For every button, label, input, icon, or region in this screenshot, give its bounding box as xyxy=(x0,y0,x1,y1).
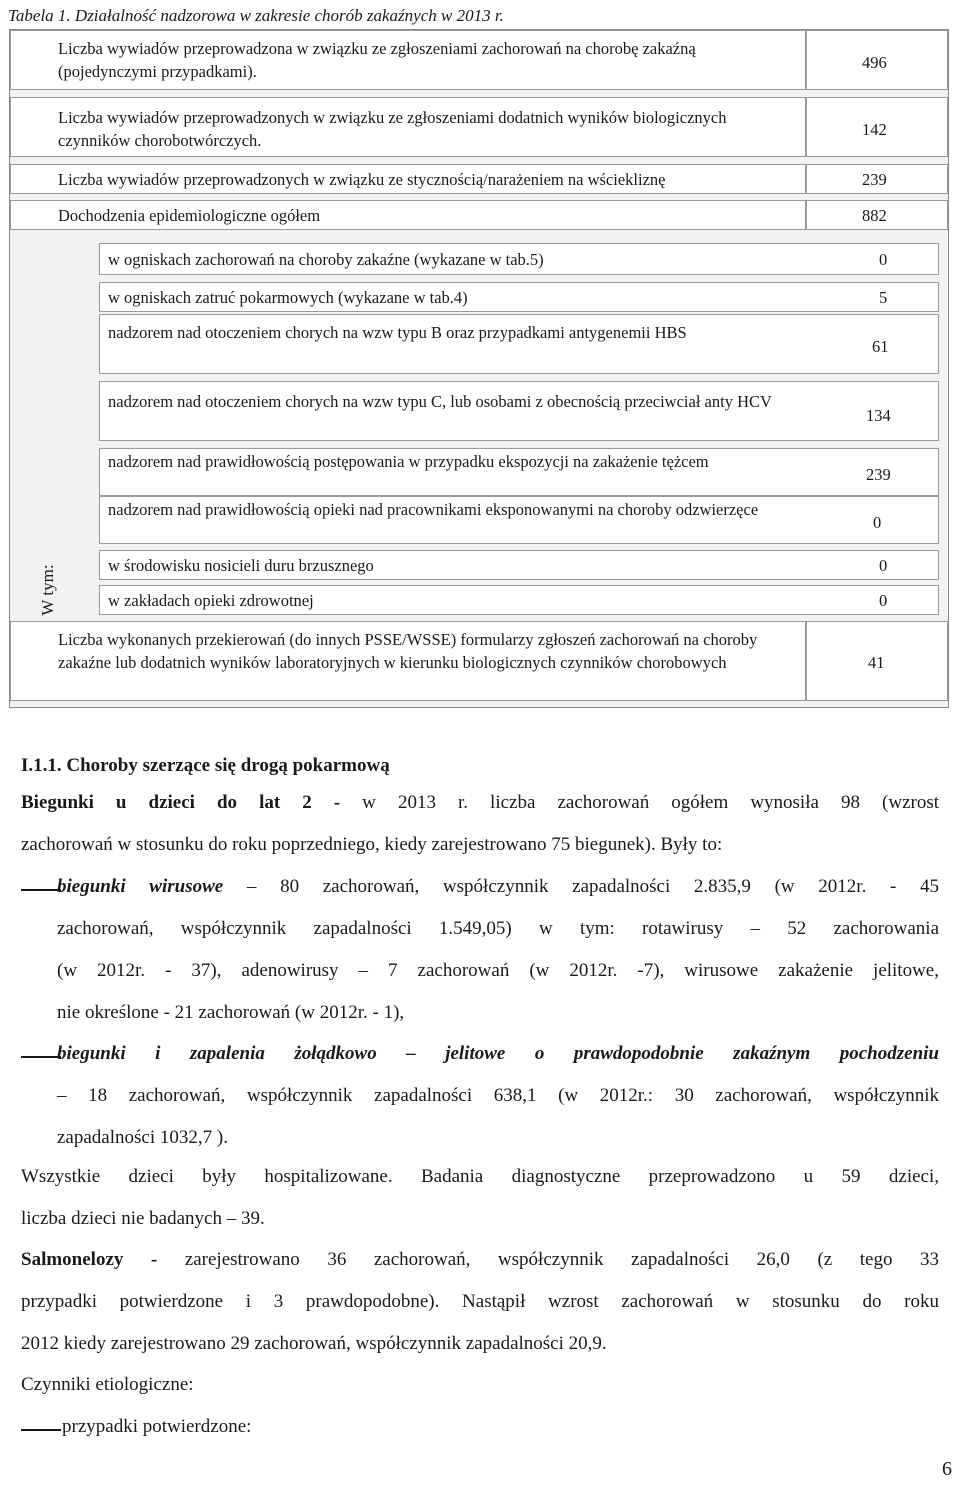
row-text: nadzorem nad prawidłowością postępowania w przypadku ekspozycji na zakażenie tężcem xyxy=(108,452,709,471)
row-text: Liczba wywiadów przeprowadzona w związku ze zgłoszeniami zachorowań na chorobę zakaźną (pojedynczymi przypadkami). xyxy=(58,39,696,81)
row-value: 41 xyxy=(868,653,885,672)
paragraph-etiology: Czynniki etiologiczne: xyxy=(21,1374,194,1395)
row-value: 5 xyxy=(879,288,888,307)
paragraph-hospitalized-line2: liczba dzieci nie badanych – 39. xyxy=(21,1208,265,1229)
text-fragment: zarejestrowano 36 zachorowań, współczynnik zapadalności 26,0 (z tego 33 xyxy=(184,1249,939,1270)
row-value: 496 xyxy=(862,53,887,72)
subrow-outbreaks-infectious xyxy=(99,243,939,275)
text-fragment: 80 zachorowań, współczynnik zapadalności 2.835,9 (w 2012r. - 45 xyxy=(280,876,940,897)
row-value: 239 xyxy=(862,170,887,189)
row-value: 0 xyxy=(879,591,888,610)
bullet-dash xyxy=(21,889,61,891)
paragraph-salmonella-line1 xyxy=(21,1249,939,1271)
row-value-cell xyxy=(806,164,948,194)
page-number: 6 xyxy=(942,1458,952,1480)
section-heading: I.1.1. Choroby szerzące się drogą pokarmową xyxy=(21,755,390,776)
row-value: 61 xyxy=(872,337,889,356)
long-dash: – xyxy=(246,876,257,897)
bullet-gastro-line3: zapadalności 1032,7 ). xyxy=(57,1127,228,1148)
paragraph-biegunki-line1 xyxy=(21,792,939,814)
bullet-gastro-line2: – 18 zachorowań, współczynnik zapadalności 638,1 (w 2012r.: 30 zachorowań, współczynnik xyxy=(57,1085,939,1106)
paragraph-biegunki-line2: zachorowań w stosunku do roku poprzedniego, kiedy zarejestrowano 75 biegunek). Były to: xyxy=(21,834,723,855)
row-value-cell xyxy=(806,97,948,157)
paragraph-salmonella-line2: przypadki potwierdzone i 3 prawdopodobne). Nastąpił wzrost zachorowań w stosunku do roku xyxy=(21,1291,939,1312)
row-text: nadzorem nad otoczeniem chorych na wzw typu C, lub osobami z obecnością przeciwciał anty HCV xyxy=(108,392,772,411)
row-text: nadzorem nad otoczeniem chorych na wzw typu B oraz przypadkami antygenemii HBS xyxy=(108,323,687,342)
row-text: nadzorem nad prawidłowością opieki nad pracownikami eksponowanymi na choroby odzwierzęce xyxy=(108,500,759,519)
row-value-cell xyxy=(806,621,948,701)
row-value-cell xyxy=(806,200,948,230)
text-fragment: w 2013 r. liczba zachorowań ogółem wynosiła 98 (wzrost xyxy=(362,792,939,813)
row-value: 239 xyxy=(866,465,891,484)
row-label-interviews-positive xyxy=(10,97,806,157)
bullet-confirmed: przypadki potwierdzone: xyxy=(62,1416,252,1437)
row-text: Liczba wywiadów przeprowadzonych w związku ze stycznością/narażeniem na wściekliznę xyxy=(58,170,666,189)
bullet-viral-line2: zachorowań, współczynnik zapadalności 1.549,05) w tym: rotawirusy – 52 zachorowania xyxy=(57,918,939,939)
row-label-investigations-total xyxy=(10,200,806,230)
bullet-dash xyxy=(21,1429,61,1431)
row-value: 142 xyxy=(862,120,887,139)
paragraph-salmonella-line3: 2012 kiedy zarejestrowano 29 zachorowań, współczynnik zapadalności 20,9. xyxy=(21,1333,607,1354)
subrow-hcv xyxy=(99,381,939,441)
row-value: 882 xyxy=(862,206,887,225)
bullet-gastro-line1: biegunki i zapalenia żołądkowo – jelitowe o prawdopodobnie zakaźnym pochodzeniu xyxy=(57,1043,939,1064)
table-caption: Tabela 1. Działalność nadzorowa w zakresie chorób zakaźnych w 2013 r. xyxy=(8,6,504,25)
row-text: Liczba wywiadów przeprowadzonych w związku ze zgłoszeniami dodatnich wyników biologicznych czynników chorobotwórczych. xyxy=(58,108,727,150)
row-text: Liczba wykonanych przekierowań (do innych PSSE/WSSE) formularzy zgłoszeń zachorowań na choroby zakaźne lub dodatnich wyników laboratoryjnych w kierunku biologicznych czynników chorobowych xyxy=(58,630,758,672)
bullet-viral-line4: nie określone - 21 zachorowań (w 2012r. - 1), xyxy=(57,1002,405,1023)
row-value: 0 xyxy=(873,513,882,532)
row-text: w ogniskach zatruć pokarmowych (wykazane w tab.4) xyxy=(108,288,468,307)
row-value: 134 xyxy=(866,406,891,425)
w-tym-text: W tym: xyxy=(38,564,57,616)
row-text: w zakładach opieki zdrowotnej xyxy=(108,591,314,610)
subrow-food-poisoning xyxy=(99,282,939,312)
bold-term: biegunki wirusowe xyxy=(57,876,224,897)
bold-term: Salmonelozy - xyxy=(21,1249,158,1270)
supervision-table xyxy=(9,29,949,708)
row-label-interviews-cases xyxy=(10,30,806,90)
subrow-health-facilities xyxy=(99,585,939,615)
row-value: 0 xyxy=(879,556,888,575)
row-label-redirections xyxy=(10,621,806,701)
paragraph-hospitalized-line1: Wszystkie dzieci były hospitalizowane. Badania diagnostyczne przeprowadzono u 59 dzieci, xyxy=(21,1166,939,1187)
bullet-viral-line3: (w 2012r. - 37), adenowirusy – 7 zachorowań (w 2012r. -7), wirusowe zakażenie jelitowe, xyxy=(57,960,939,981)
bullet-viral-line1 xyxy=(57,876,939,898)
bullet-dash xyxy=(21,1056,61,1058)
subrow-zoonotic xyxy=(99,496,939,544)
row-value: 0 xyxy=(879,250,888,269)
row-label-interviews-rabies xyxy=(10,164,806,194)
subrow-typhoid-carriers xyxy=(99,550,939,580)
subrow-hbv xyxy=(99,314,939,374)
row-text: w środowisku nosicieli duru brzusznego xyxy=(108,556,374,575)
row-value-cell xyxy=(806,30,948,90)
row-text: w ogniskach zachorowań na choroby zakaźne (wykazane w tab.5) xyxy=(108,250,544,269)
subrow-tetanus xyxy=(99,448,939,496)
bold-term: Biegunki u dzieci do lat 2 - xyxy=(21,792,341,813)
row-text: Dochodzenia epidemiologiczne ogółem xyxy=(58,206,321,225)
